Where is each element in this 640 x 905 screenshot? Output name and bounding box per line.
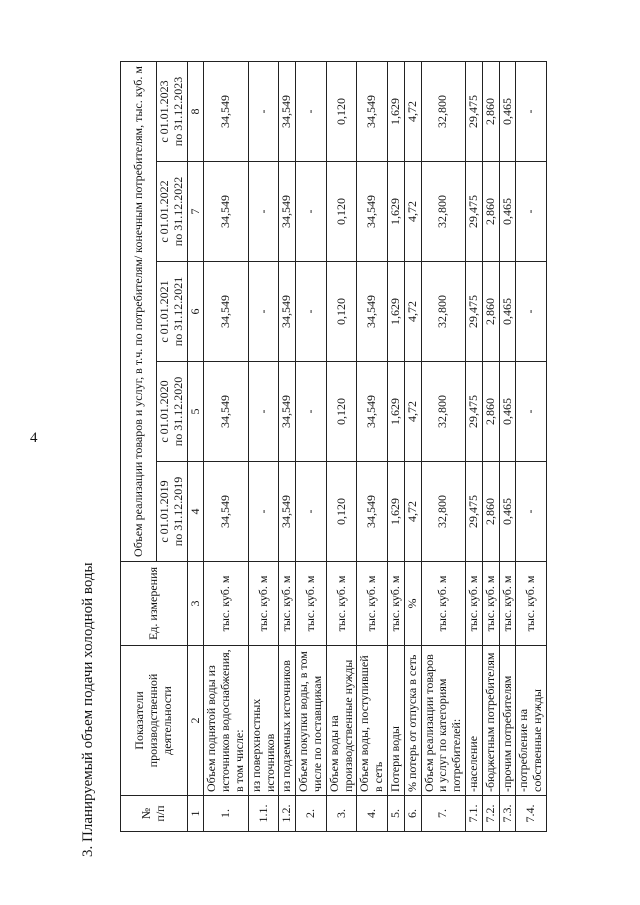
row-unit: тыс. куб. м bbox=[279, 562, 296, 646]
row-unit: тыс. куб. м bbox=[326, 562, 357, 646]
row-indicator: из подземных источников bbox=[279, 646, 296, 796]
row-value: 34,549 bbox=[204, 462, 248, 562]
row-value: 1,629 bbox=[387, 462, 404, 562]
header-period-4 bbox=[157, 162, 188, 262]
row-value: 1,629 bbox=[387, 262, 404, 362]
row-indicator: Объем реализации товаров и услуг по категориям потребителей: bbox=[421, 646, 465, 796]
row-indicator: -прочим потребителям bbox=[499, 646, 516, 796]
column-number-5: 5 bbox=[187, 362, 204, 462]
header-unit: Ед. измерения bbox=[121, 562, 188, 646]
row-value: 34,549 bbox=[279, 162, 296, 262]
row-value: - bbox=[248, 262, 279, 362]
row-indicator: -потребление на собственные нужды bbox=[516, 646, 547, 796]
row-value: - bbox=[516, 262, 547, 362]
row-value: 34,549 bbox=[279, 262, 296, 362]
row-number: 7.1. bbox=[465, 796, 482, 832]
row-value: 34,549 bbox=[279, 61, 296, 161]
row-value: 32,800 bbox=[421, 262, 465, 362]
row-number: 1.1. bbox=[248, 796, 279, 832]
row-value: 34,549 bbox=[204, 61, 248, 161]
table-row bbox=[357, 61, 388, 831]
row-value: 4,72 bbox=[404, 61, 421, 161]
header-period-2 bbox=[157, 362, 188, 462]
row-value: - bbox=[296, 61, 327, 161]
row-value: - bbox=[248, 462, 279, 562]
table-row bbox=[326, 61, 357, 831]
table-row bbox=[248, 61, 279, 831]
row-indicator: из поверхностных источников bbox=[248, 646, 279, 796]
row-value: 29,475 bbox=[465, 162, 482, 262]
table-row bbox=[279, 61, 296, 831]
row-value: 2,860 bbox=[482, 362, 499, 462]
row-value: 0,120 bbox=[326, 362, 357, 462]
row-value: - bbox=[516, 362, 547, 462]
row-value: 34,549 bbox=[204, 362, 248, 462]
period-to: по 31.12.2019 bbox=[170, 476, 185, 547]
row-indicator: Объем воды, поступившей в сеть bbox=[357, 646, 388, 796]
row-value: - bbox=[516, 462, 547, 562]
row-value: 34,549 bbox=[357, 61, 388, 161]
row-indicator: -бюджетным потребителям bbox=[482, 646, 499, 796]
row-unit: тыс. куб. м bbox=[296, 562, 327, 646]
row-value: 4,72 bbox=[404, 162, 421, 262]
row-number: 5. bbox=[387, 796, 404, 832]
header-period-5 bbox=[157, 61, 188, 161]
row-value: 0,120 bbox=[326, 262, 357, 362]
row-value: 1,629 bbox=[387, 362, 404, 462]
row-number: 7.2. bbox=[482, 796, 499, 832]
table-row bbox=[482, 61, 499, 831]
row-unit: тыс. куб. м bbox=[387, 562, 404, 646]
row-unit: тыс. куб. м bbox=[465, 562, 482, 646]
row-number: 6. bbox=[404, 796, 421, 832]
table-row bbox=[387, 61, 404, 831]
row-value: 0,120 bbox=[326, 61, 357, 161]
row-indicator: % потерь от отпуска в сеть bbox=[404, 646, 421, 796]
row-value: - bbox=[248, 61, 279, 161]
header-colnum-row bbox=[187, 61, 204, 831]
section-title: 3. Планируемый объем подачи холодной воды bbox=[80, 562, 96, 857]
row-indicator: Объем воды на производственные нужды bbox=[326, 646, 357, 796]
row-unit: тыс. куб. м bbox=[482, 562, 499, 646]
row-value: 29,475 bbox=[465, 61, 482, 161]
row-unit: тыс. куб. м bbox=[204, 562, 248, 646]
period-from: с 01.01.2023 bbox=[157, 80, 171, 143]
column-number-7: 7 bbox=[187, 162, 204, 262]
row-unit: тыс. куб. м bbox=[499, 562, 516, 646]
row-number: 3. bbox=[326, 796, 357, 832]
row-value: 32,800 bbox=[421, 162, 465, 262]
row-value: 34,549 bbox=[204, 162, 248, 262]
row-number: 4. bbox=[357, 796, 388, 832]
row-number: 2. bbox=[296, 796, 327, 832]
row-unit: тыс. куб. м bbox=[248, 562, 279, 646]
row-indicator: Объем поднятой воды из источников водоснабжения, в том числе: bbox=[204, 646, 248, 796]
table-row bbox=[421, 61, 465, 831]
column-number-4: 4 bbox=[187, 462, 204, 562]
row-value: 2,860 bbox=[482, 462, 499, 562]
rotated-document bbox=[80, 47, 560, 857]
row-unit: % bbox=[404, 562, 421, 646]
period-to: по 31.12.2022 bbox=[170, 176, 185, 247]
row-value: 4,72 bbox=[404, 262, 421, 362]
header-volume-group: Объем реализации товаров и услуг, в т.ч. по потребителям/ конечным потребителям, тыс. куб. м bbox=[121, 61, 157, 561]
row-value: - bbox=[296, 162, 327, 262]
row-value: 34,549 bbox=[204, 262, 248, 362]
row-value: 1,629 bbox=[387, 162, 404, 262]
row-value: 1,629 bbox=[387, 61, 404, 161]
row-value: 29,475 bbox=[465, 362, 482, 462]
table-row bbox=[516, 61, 547, 831]
row-number: 1. bbox=[204, 796, 248, 832]
table-row bbox=[499, 61, 516, 831]
water-supply-table bbox=[120, 61, 547, 832]
row-number: 7.3. bbox=[499, 796, 516, 832]
table-row bbox=[296, 61, 327, 831]
row-value: - bbox=[516, 162, 547, 262]
row-value: 0,465 bbox=[499, 462, 516, 562]
column-number-6: 6 bbox=[187, 262, 204, 362]
row-value: - bbox=[296, 362, 327, 462]
row-value: 4,72 bbox=[404, 462, 421, 562]
row-value: - bbox=[296, 262, 327, 362]
row-unit: тыс. куб. м bbox=[516, 562, 547, 646]
table-row bbox=[204, 61, 248, 831]
row-value: 0,465 bbox=[499, 362, 516, 462]
row-value: 32,800 bbox=[421, 362, 465, 462]
row-value: 2,860 bbox=[482, 162, 499, 262]
row-value: 32,800 bbox=[421, 61, 465, 161]
header-period-1 bbox=[157, 462, 188, 562]
header-indicator: Показатели производственной деятельности bbox=[121, 646, 188, 796]
row-value: 34,549 bbox=[357, 162, 388, 262]
row-value: 32,800 bbox=[421, 462, 465, 562]
row-value: 34,549 bbox=[357, 462, 388, 562]
table-row bbox=[404, 61, 421, 831]
period-to: по 31.12.2021 bbox=[170, 276, 185, 347]
row-value: - bbox=[516, 61, 547, 161]
row-value: 29,475 bbox=[465, 462, 482, 562]
header-period-3 bbox=[157, 262, 188, 362]
row-value: 0,120 bbox=[326, 162, 357, 262]
row-indicator: Потери воды bbox=[387, 646, 404, 796]
column-number-1: 1 bbox=[187, 796, 204, 832]
column-number-2: 2 bbox=[187, 646, 204, 796]
header-row-group bbox=[121, 61, 157, 831]
period-from: с 01.01.2022 bbox=[157, 180, 171, 243]
row-value: 0,465 bbox=[499, 61, 516, 161]
row-value: 29,475 bbox=[465, 262, 482, 362]
row-value: 2,860 bbox=[482, 262, 499, 362]
row-value: 34,549 bbox=[357, 262, 388, 362]
row-value: 0,465 bbox=[499, 262, 516, 362]
row-value: - bbox=[248, 362, 279, 462]
row-value: 34,549 bbox=[357, 362, 388, 462]
column-number-3: 3 bbox=[187, 562, 204, 646]
period-from: с 01.01.2019 bbox=[157, 480, 171, 543]
header-num: № п/п bbox=[121, 796, 188, 832]
row-indicator: -население bbox=[465, 646, 482, 796]
row-value: 34,549 bbox=[279, 462, 296, 562]
row-unit: тыс. куб. м bbox=[421, 562, 465, 646]
page-number: 4 bbox=[30, 430, 38, 446]
period-from: с 01.01.2021 bbox=[157, 280, 171, 343]
row-number: 7.4. bbox=[516, 796, 547, 832]
row-value: 0,465 bbox=[499, 162, 516, 262]
period-to: по 31.12.2023 bbox=[170, 76, 185, 147]
table-row bbox=[465, 61, 482, 831]
row-value: - bbox=[296, 462, 327, 562]
row-number: 7. bbox=[421, 796, 465, 832]
row-value: 2,860 bbox=[482, 61, 499, 161]
row-value: 4,72 bbox=[404, 362, 421, 462]
row-indicator: Объем покупки воды, в том числе по поставщикам bbox=[296, 646, 327, 796]
period-to: по 31.12.2020 bbox=[170, 376, 185, 447]
row-value: 0,120 bbox=[326, 462, 357, 562]
row-unit: тыс. куб. м bbox=[357, 562, 388, 646]
row-value: 34,549 bbox=[279, 362, 296, 462]
row-value: - bbox=[248, 162, 279, 262]
period-from: с 01.01.2020 bbox=[157, 380, 171, 443]
row-number: 1.2. bbox=[279, 796, 296, 832]
column-number-8: 8 bbox=[187, 61, 204, 161]
